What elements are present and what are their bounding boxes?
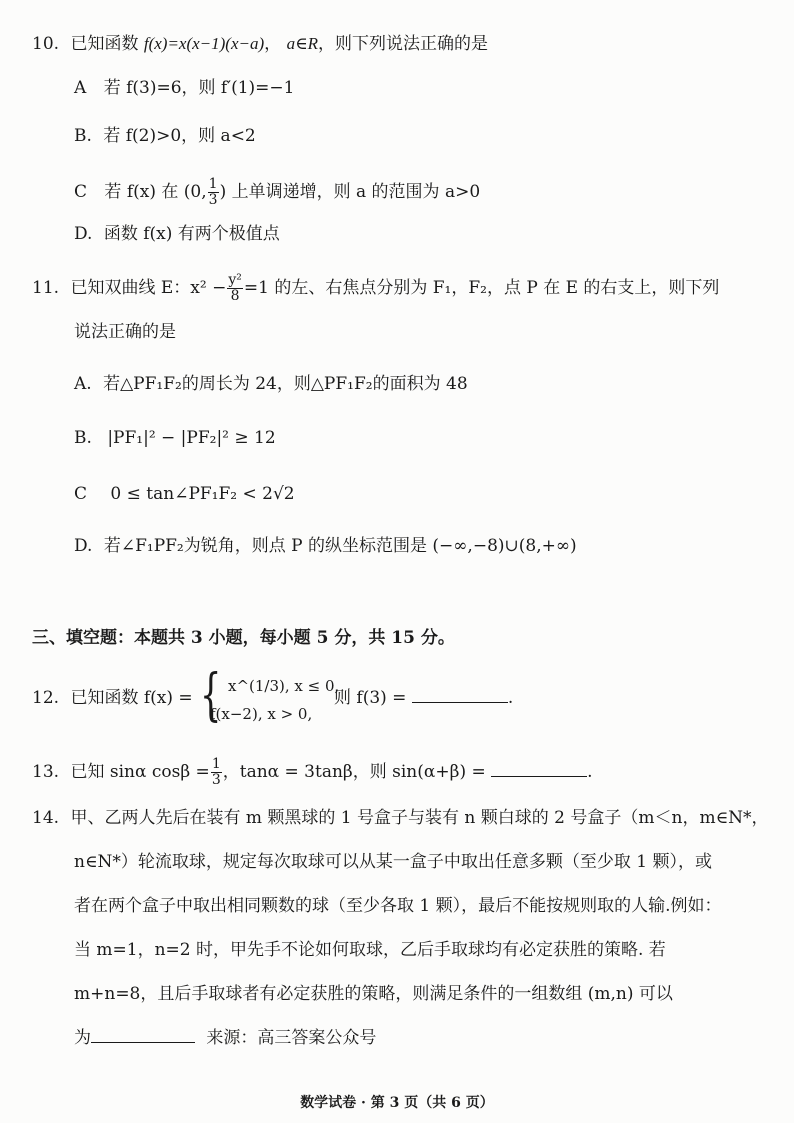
option-label: B. [74, 126, 92, 146]
q10-stem-sep: ， [264, 34, 282, 54]
q10-stem-cond: a∈R [286, 34, 319, 53]
q12-answer [334, 686, 513, 710]
q10-option-d [74, 222, 280, 246]
option-text: 若△PF₁F₂的周长为 24，则△PF₁F₂的面积为 48 [103, 374, 468, 394]
q11-option-c [74, 482, 295, 506]
q11-stem-line2 [74, 320, 176, 344]
fraction: $\frac{1}{3}$ [211, 756, 221, 788]
option-text: |PF₁|² − |PF₂|² ≥ 12 [107, 428, 276, 448]
q12-post: 则 f(3) = [334, 688, 407, 708]
page-footer: 数学试卷 · 第 3 页（共 6 页） [300, 1095, 494, 1111]
fraction: $\frac{\text{y²}}{8}$ [228, 272, 242, 304]
q10-option-c [74, 172, 480, 212]
q12-number: 12. [32, 688, 60, 708]
q14-line-1 [32, 806, 769, 830]
option-label: C [74, 484, 88, 504]
section-title: 三、填空题：本题共 3 小题，每小题 5 分，共 15 分。 [32, 628, 455, 648]
q12-end: . [507, 688, 514, 708]
q11-option-d [74, 534, 577, 558]
option-text-post: ) 上单调递增，则 a 的范围为 a>0 [219, 182, 481, 202]
q11-stem-post: =1 的左、右焦点分别为 F₁，F₂，点 P 在 E 的右支上，则下列 [243, 278, 720, 298]
option-label: D. [74, 224, 93, 244]
q11-option-a [74, 372, 468, 396]
q14-number: 14. [32, 808, 60, 828]
q14-line-6 [74, 1026, 376, 1050]
option-text: 若∠F₁PF₂为锐角，则点 P 的纵坐标范围是 (−∞,−8)∪(8,+∞) [103, 536, 577, 556]
q12-answer-blank[interactable] [412, 688, 508, 703]
q14-last-post: 来源：高三答案公众号 [206, 1028, 377, 1048]
option-text: 若 f(2)>0，则 a<2 [103, 126, 256, 146]
q11-option-b [74, 426, 276, 450]
option-text: 函数 f(x) 有两个极值点 [103, 224, 280, 244]
q14-text: 甲、乙两人先后在装有 m 颗黑球的 1 号盒子与装有 n 颗白球的 2 号盒子（m＜n，m∈N*， [70, 808, 769, 828]
q13-stem [32, 752, 593, 792]
q10-stem-func: f(x)=x(x−1)(x−a) [143, 34, 265, 53]
option-label: A [74, 78, 87, 98]
q14-line-3: 者在两个盒子中取出相同颗数的球（至少各取 1 颗），最后不能按规则取的人输.例如： [74, 896, 722, 916]
q11-number: 11. [32, 278, 60, 298]
option-text: 若 f(3)=6，则 f′(1)=−1 [103, 78, 295, 98]
q13-number: 13. [32, 762, 60, 782]
q13-end: . [587, 762, 593, 782]
q12-pre: 已知函数 f(x) = [70, 688, 193, 708]
q11-stem-line2-text: 说法正确的是 [74, 322, 176, 342]
q13-mid: ，tanα = 3tanβ，则 sin(α+β) = [222, 762, 486, 782]
q13-answer-blank[interactable] [491, 762, 587, 777]
option-text-pre: 若 f(x) 在 (0, [104, 182, 207, 202]
q10-option-a [74, 76, 294, 100]
q10-option-b [74, 124, 256, 148]
q10-stem [32, 32, 488, 56]
q13-pre: 已知 sinα cosβ = [70, 762, 210, 782]
q12-case-2: f(x−2), x > 0, [210, 705, 313, 723]
q12-case-1: x^(1/3), x ≤ 0, [228, 677, 340, 695]
q14-last-pre: 为 [74, 1028, 91, 1048]
q14-line-5: m+n=8，且后手取球者有必定获胜的策略，则满足条件的一组数组 (m,n) 可以 [74, 984, 673, 1004]
option-label: B. [74, 428, 92, 448]
q12-stem [32, 686, 193, 710]
q11-stem-pre: 已知双曲线 E：x² − [70, 278, 227, 298]
q12-brace: { [200, 663, 222, 728]
option-label: D. [74, 536, 93, 556]
option-text: 0 ≤ tan∠PF₁F₂ < 2√2 [110, 484, 295, 504]
option-label: A. [74, 374, 92, 394]
q11-stem [32, 266, 719, 310]
q10-stem-post: ，则下列说法正确的是 [318, 34, 489, 54]
q14-line-4: 当 m=1，n=2 时，甲先手不论如何取球，乙后手取球均有必定获胜的策略. 若 [74, 940, 666, 960]
q10-stem-pre: 已知函数 [70, 34, 139, 54]
option-label: C [74, 182, 88, 202]
q14-line-2: n∈N*）轮流取球，规定每次取球可以从某一盒子中取出任意多颗（至少取 1 颗），或 [74, 852, 713, 872]
q14-answer-blank[interactable] [91, 1028, 195, 1043]
fraction: $\frac{1}{3}$ [208, 176, 218, 208]
q10-number: 10. [32, 34, 60, 54]
